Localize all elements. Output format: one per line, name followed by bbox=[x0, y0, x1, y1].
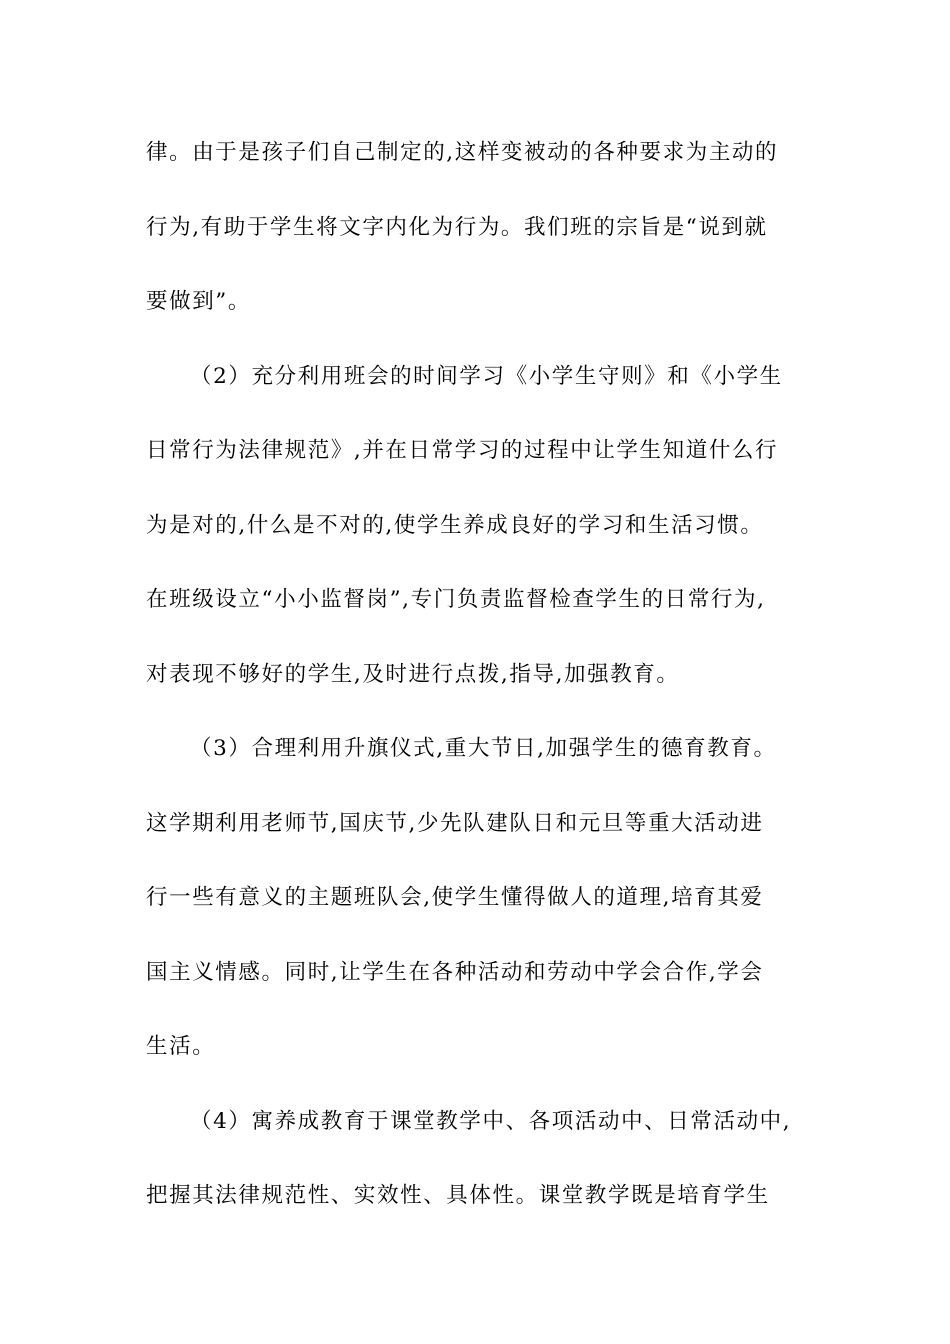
text-line: 国主义情感。同时,让学生在各种活动和劳动中学会合作,学会 bbox=[146, 959, 764, 985]
text-line: 生活。 bbox=[146, 1034, 216, 1059]
text-line: 日常行为法律规范》,并在日常学习的过程中让学生知道什么行 bbox=[146, 438, 779, 463]
paragraph-2-start: （2）充分利用班会的时间学习《小学生守则》和《小学生 bbox=[190, 363, 783, 389]
paragraph-4-start: （4）寓养成教育于课堂教学中、各项活动中、日常活动中, bbox=[190, 1108, 792, 1134]
text-line: 对表现不够好的学生,及时进行点拨,指导,加强教育。 bbox=[146, 661, 680, 687]
text-line: 把握其法律规范性、实效性、具体性。课堂教学既是培育学生 bbox=[146, 1183, 770, 1208]
paragraph-3-start: （3）合理利用升旗仪式,重大节日,加强学生的德育教育。 bbox=[190, 736, 777, 761]
text-line: 行一些有意义的主题班队会,使学生懂得做人的道理,培育其爱 bbox=[146, 885, 764, 910]
text-line: 行为,有助于学生将文字内化为行为。我们班的宗旨是“说到就 bbox=[146, 214, 768, 240]
text-line: 在班级设立“小小监督岗”,专门负责监督检查学生的日常行为, bbox=[146, 587, 766, 612]
body-text bbox=[146, 133, 806, 1251]
text-line: 这学期利用老师节,国庆节,少先队建队日和元旦等重大活动进 bbox=[146, 810, 764, 836]
text-line: 为是对的,什么是不对的,使学生养成良好的学习和生活习惯。 bbox=[146, 512, 764, 538]
text-line: 律。由于是孩子们自己制定的,这样变被动的各种要求为主动的 bbox=[146, 140, 779, 165]
text-line: 要做到”。 bbox=[146, 289, 251, 314]
